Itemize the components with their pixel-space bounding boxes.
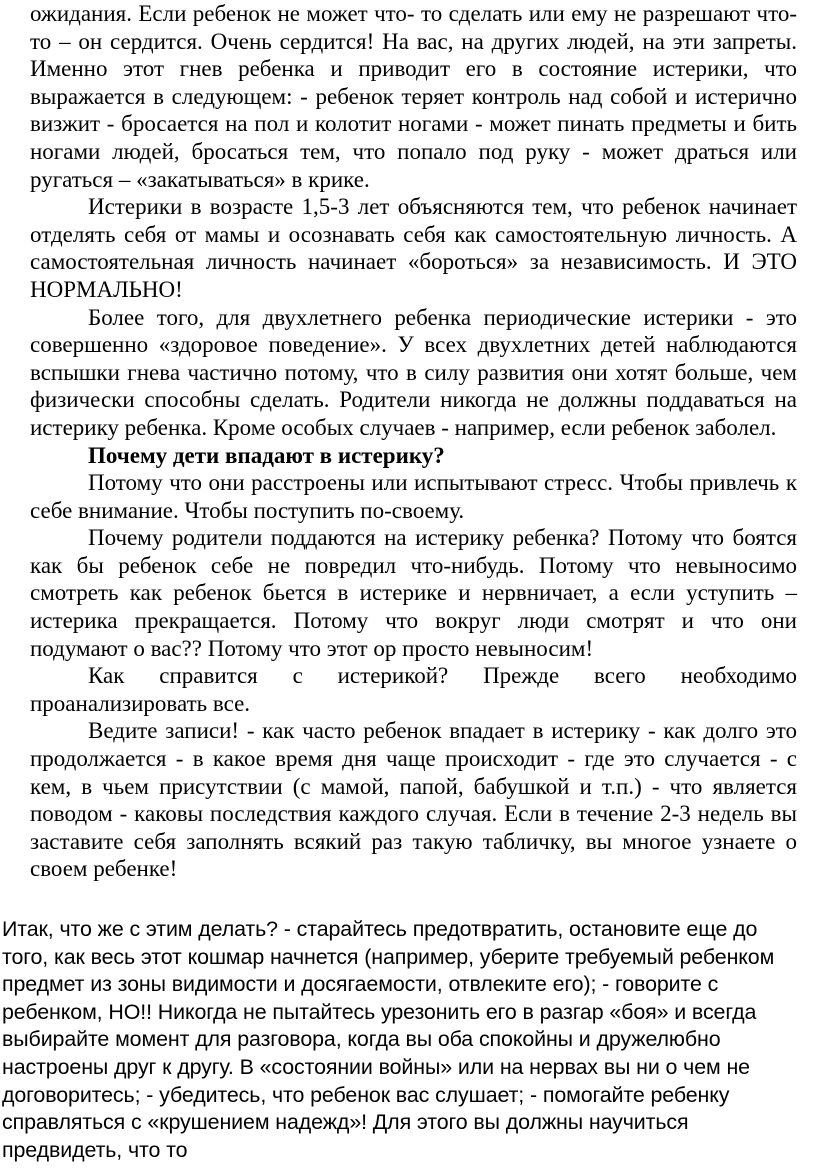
text-line: Итак, что же с этим делать? - старайтесь предотвратить, остановите еще до — [2, 917, 758, 941]
text-line: справляться с «крушением надежд»! Для этого вы должны научиться — [2, 1110, 689, 1135]
section-heading-why: Почему дети впадают в истерику? — [88, 442, 445, 468]
main-text-column — [30, 0, 797, 883]
text-line: договоритесь; - убедитесь, что ребенок вас слушает; - помогайте ребенку — [2, 1082, 730, 1107]
paragraph-parents-give-in: Почему родители поддаются на истерику ребенка? Потому что боятся как бы ребенок себе не повредил что-нибудь. Потому что невыносимо смотреть как ребенок бьется в истерике и нервничает, а если уступить – истерика прекращается. Потому что вокруг люди смотрят и что они подумают о вас?? Потому что этот ор просто невыносим! — [30, 525, 797, 661]
paragraph-keep-records: Ведите записи! - как часто ребенок впадает в истерику - как долго это продолжается - в какое время дня чаще происходит - где это случается - с кем, в чьем присутствии (с мамой, папой, бабушкой и т.п.) - что является поводом - каковы последствия каждого случая. Если в течение 2-3 недель вы заставите себя заполнять всякий раз такую табличку, вы многое узнаете о своем ребенке! — [30, 718, 797, 882]
paragraph-reasons: Потому что они расстроены или испытывают стресс. Чтобы привлечь к себе внимание. Чтобы поступить по-своему. — [30, 470, 797, 523]
text-line: предмет из зоны видимости и досягаемости, отвлеките его); - говорите с — [2, 972, 719, 997]
paragraph-tantrum-causes: ожидания. Если ребенок не может что- то сделать или ему не разрешают что-то – он сердится. Очень сердится! На вас, на других людей, на эти запреты. Именно этот гнев ребенка и приводит его в состояние истерики, что выражается в следующем: - ребенок теряет контроль над собой и истерично визжит - бросается на пол и колотит ногами - может пинать предметы и бить ногами людей, бросаться тем, что попало под руку - может драться или ругаться – «закатываться» в крике. — [30, 1, 797, 192]
paragraph-what-to-do — [2, 916, 808, 1164]
paragraph-how-to-cope: Как справится с истерикой? Прежде всего необходимо проанализировать все. — [30, 663, 797, 716]
text-line: ребенком, НО!! Никогда не пытайтесь урезонить его в разгар «боя» и всегда — [2, 999, 757, 1024]
paragraph-healthy-behavior: Более того, для двухлетнего ребенка периодические истерики - это совершенно «здоровое поведение». У всех двухлетних детей наблюдаются вспышки гнева частично потому, что в силу развития они хотят больше, чем физически способны сделать. Родители никогда не должны поддаваться на истерику ребенка. Кроме особых случаев - например, если ребенок заболел. — [30, 304, 797, 440]
text-line: настроены друг к другу. В «состоянии войны» или на нервах вы ни о чем не — [2, 1054, 750, 1079]
paragraph-age-explanation: Истерики в возрасте 1,5-3 лет объясняются тем, что ребенок начинает отделять себя от мамы и осознавать себя как самостоятельную личность. А самостоятельная личность начинает «бороться» за независимость. И ЭТО НОРМАЛЬНО! — [30, 194, 797, 302]
text-line: того, как весь этот кошмар начнется (например, уберите требуемый ребенком — [2, 944, 775, 969]
text-line: выбирайте момент для разговора, когда вы оба спокойны и дружелюбно — [2, 1027, 721, 1052]
text-line: предвидеть, что то — [2, 1137, 188, 1162]
